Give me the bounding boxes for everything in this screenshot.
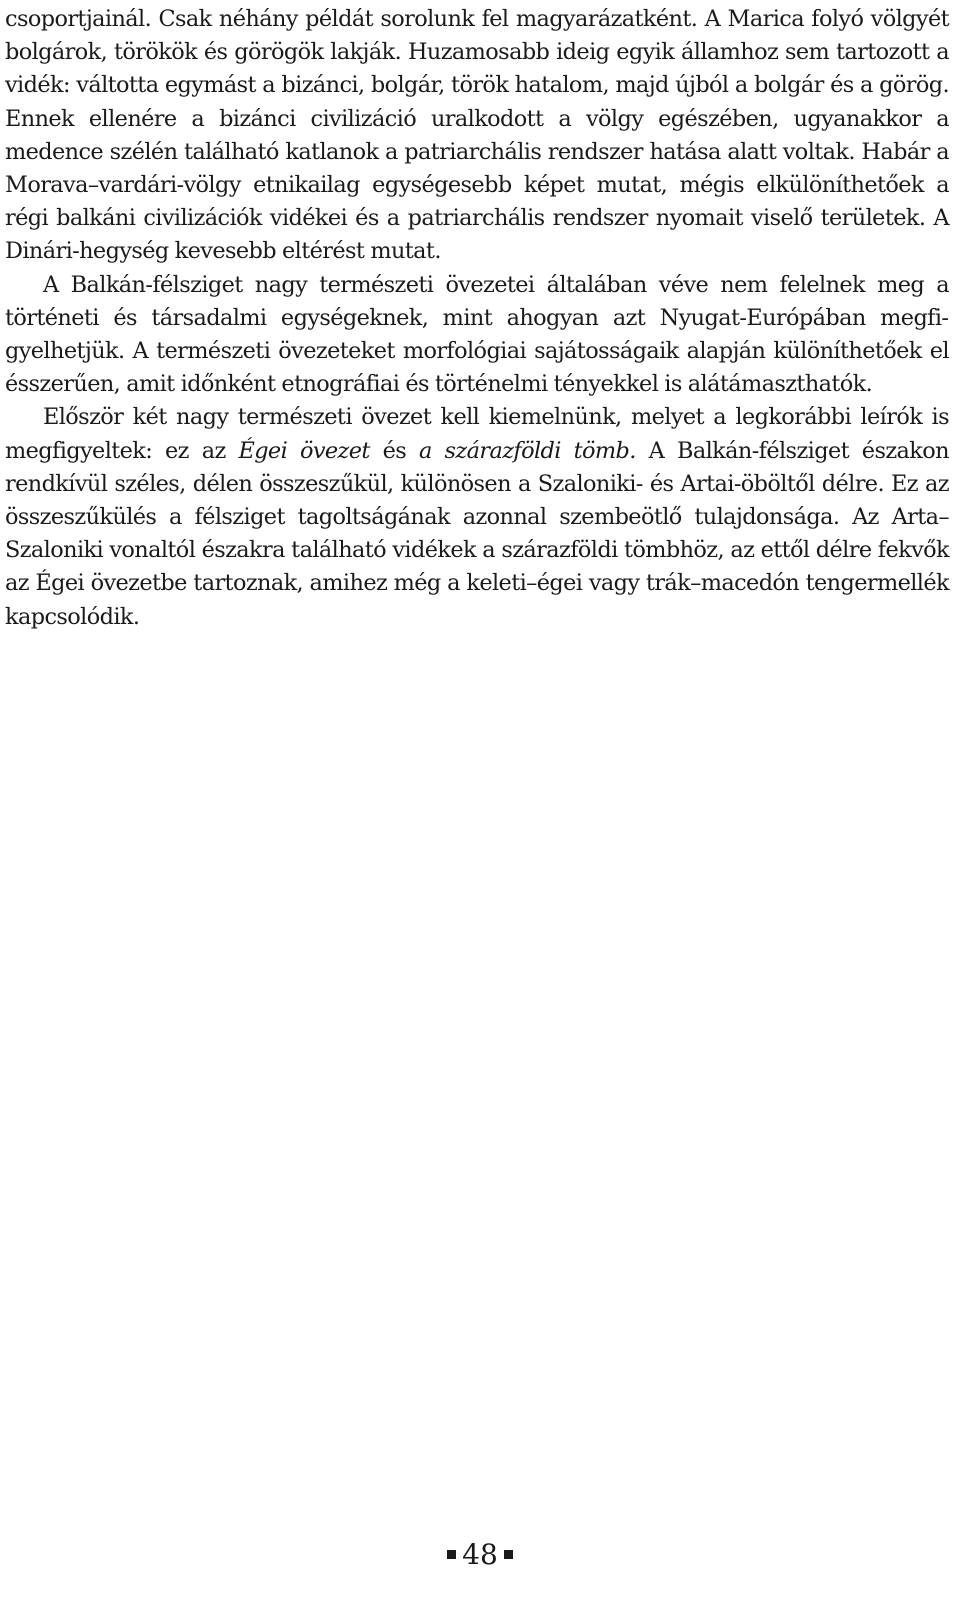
page-footer <box>0 1537 960 1573</box>
page-body <box>5 3 949 634</box>
page-number: 48 <box>462 1538 498 1571</box>
paragraph-3-italic-1: Égei övezet <box>238 437 370 464</box>
square-ornament-right-icon <box>504 1550 513 1559</box>
square-ornament-left-icon <box>447 1550 456 1559</box>
paragraph-1: csoportjainál. Csak néhány példát sorolunk fel magyarázatként. A Marica folyó völgyét bolgárok, törökök és görögök lakják. Huzamosabb ideig egyik államhoz sem tartozott a vidék: váltotta egymást a bizánci, bolgár, török hatalom, majd újból a bolgár és a görög. Ennek ellenére a bizánci civilizáció uralkodott a völgy egészében, ugyanakkor a medence szélén található katlanok a patriarchális rendszer hatása alatt voltak. Habár a Morava–vardári-völgy etnikailag egységesebb képet mutat, mégis elkülöníthetőek a régi balkáni civilizációk vidékei és a patriarchális rendszer nyomait viselő területek. A Dinári-hegység kevesebb eltérést mutat. <box>5 6 949 265</box>
paragraph-3-text-1: Először két nagy természeti övezet kell kiemelnünk, melyet a legkorábbi leírók is megfigyeltek: ez az <box>5 404 949 464</box>
paragraph-3-text-3: A Balkán-félsziget északon rendkívül széles, délen összeszűkül, különösen a Szaloniki- és Artai-öböltől délre. Ez az összeszűkülés a félsziget tagoltságának azonnal szembeötlő tulajdonsága. Az Arta–Szaloniki vonaltól északra található vidékek a szárazföldi tömbhöz, az ettől délre fekvők az Égei övezetbe tartoznak, amihez még a keleti–égei vagy trák–macedón tengermellék kapcsolódik. <box>5 437 949 630</box>
paragraph-3-text-2: és <box>369 437 419 464</box>
paragraph-2: A Balkán-félsziget nagy természeti övezetei általában véve nem felelnek meg a történeti és társadalmi egységeknek, mint ahogyan azt Nyugat-Európában megfigyelhetjük. A természeti övezeteket morfológiai sajátosságaik alapján különíthetőek el ésszerűen, amit időnként etnográfiai és történelmi tényekkel is alátámaszthatók. <box>5 271 949 398</box>
paragraph-3 <box>5 401 949 633</box>
paragraph-3-italic-2: a szárazföldi tömb. <box>418 437 636 464</box>
